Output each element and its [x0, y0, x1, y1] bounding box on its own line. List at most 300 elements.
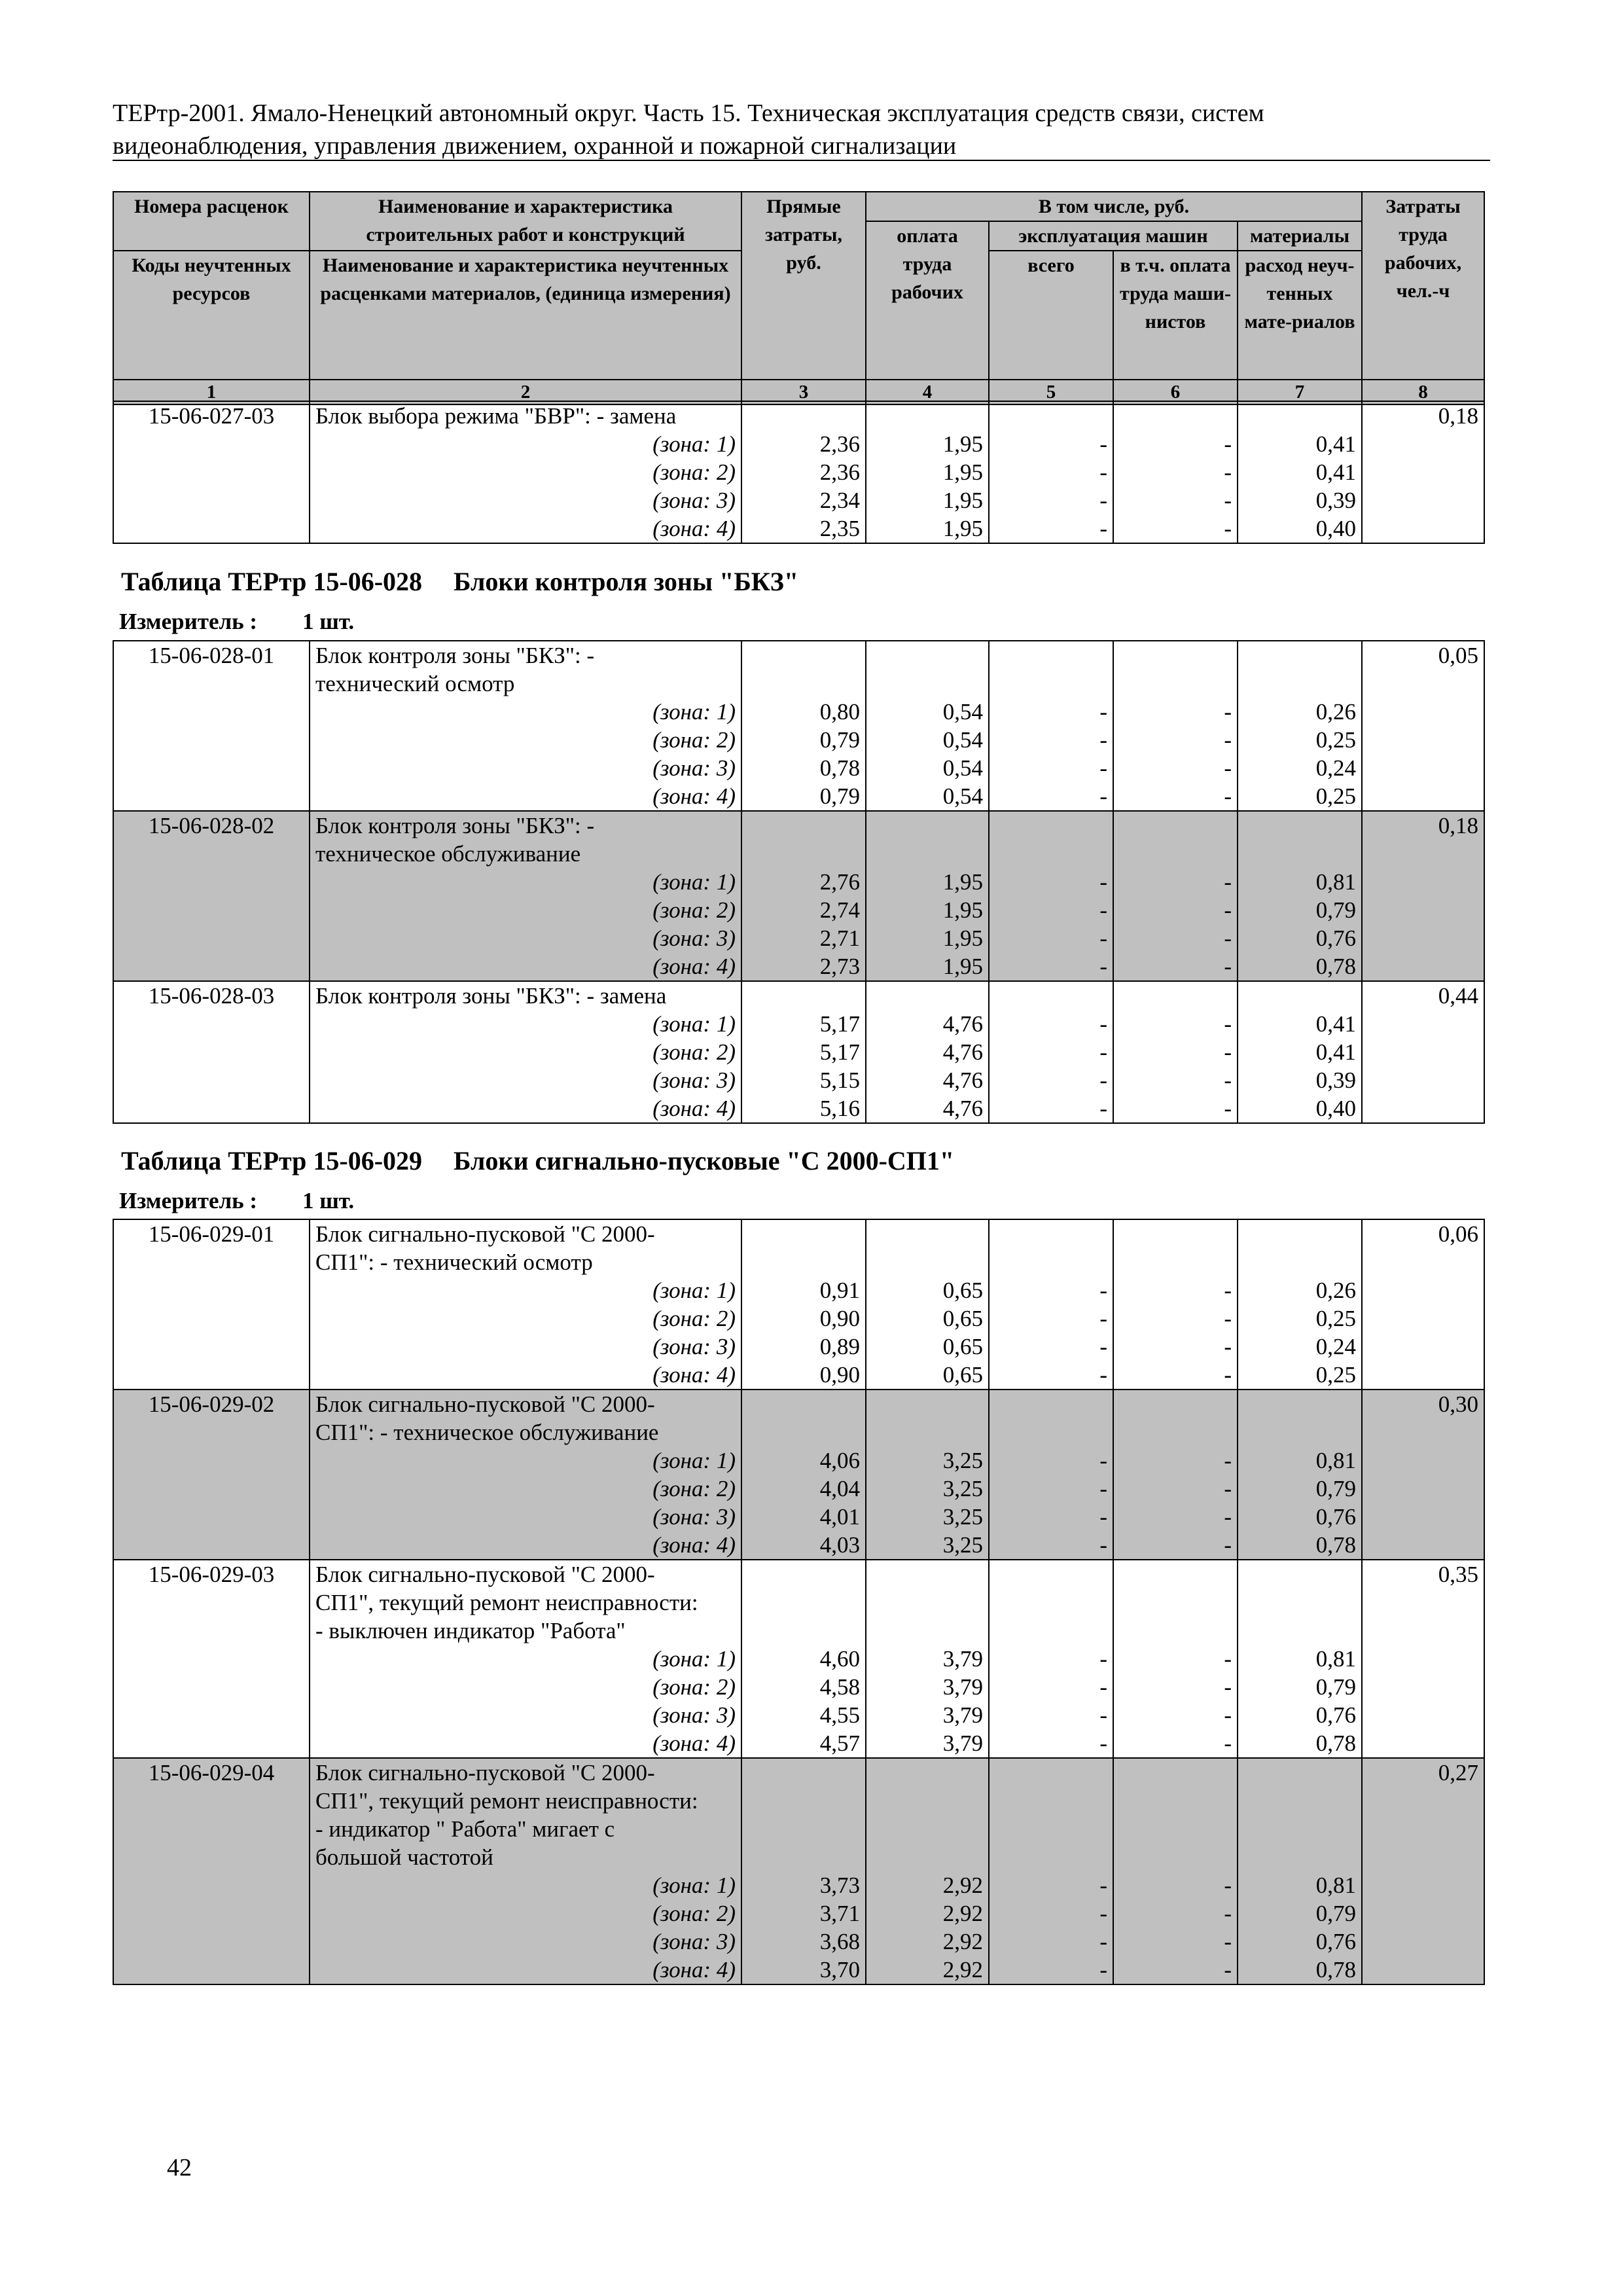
table-row	[113, 641, 1484, 670]
zone-label: (зона: 1)	[310, 1010, 741, 1038]
cell	[741, 981, 866, 1010]
cell	[113, 924, 310, 952]
cell	[113, 1928, 310, 1956]
machines-cost: -	[989, 1503, 1113, 1531]
cell	[989, 1248, 1113, 1276]
zone-label: (зона: 2)	[310, 896, 741, 924]
rate-code: 15-06-029-03	[113, 1560, 310, 1588]
cell	[1362, 1446, 1484, 1475]
machinist-wages: -	[1113, 1673, 1238, 1701]
cell	[1238, 981, 1362, 1010]
cell	[1113, 670, 1238, 698]
work-name: СП1", текущий ремонт неисправности:	[310, 1588, 741, 1617]
machines-cost: -	[989, 1729, 1113, 1758]
machines-cost: -	[989, 1928, 1113, 1956]
cell	[1362, 1956, 1484, 1984]
table-row	[113, 1843, 1484, 1871]
zone-label: (зона: 1)	[310, 1645, 741, 1673]
machines-cost: -	[989, 1446, 1113, 1475]
rate-code: 15-06-029-01	[113, 1219, 310, 1248]
materials-cost: 0,24	[1238, 754, 1362, 782]
zone-label: (зона: 4)	[310, 952, 741, 981]
work-name: Блок сигнально-пусковой "С 2000-	[310, 1560, 741, 1588]
column-number: 2	[310, 380, 741, 404]
table-row	[113, 840, 1484, 868]
cell	[1113, 641, 1238, 670]
page-number: 42	[167, 2154, 192, 2181]
direct-cost: 5,16	[741, 1094, 866, 1123]
cell	[1362, 1645, 1484, 1673]
table-row	[113, 1390, 1484, 1418]
machines-cost: -	[989, 896, 1113, 924]
section-title-029	[121, 1145, 954, 1176]
machinist-wages: -	[1113, 1066, 1238, 1094]
work-name: СП1": - техническое обслуживание	[310, 1418, 741, 1446]
materials-cost: 0,76	[1238, 924, 1362, 952]
zone-label: (зона: 2)	[310, 458, 741, 486]
wages-cost: 4,76	[866, 1010, 989, 1038]
col-header-direct-costs: Прямые затраты, руб.	[741, 192, 866, 380]
cell	[1362, 1871, 1484, 1899]
materials-cost: 0,81	[1238, 1446, 1362, 1475]
rate-code: 15-06-028-01	[113, 641, 310, 670]
machines-cost: -	[989, 952, 1113, 981]
table-title: Блоки сигнально-пусковые "С 2000-СП1"	[454, 1146, 955, 1175]
machinist-wages: -	[1113, 896, 1238, 924]
machinist-wages: -	[1113, 1531, 1238, 1560]
cell	[989, 1758, 1113, 1787]
work-name: большой частотой	[310, 1843, 741, 1871]
cell	[989, 1787, 1113, 1815]
wages-cost: 2,92	[866, 1871, 989, 1899]
column-number: 3	[741, 380, 866, 404]
machines-cost: -	[989, 1333, 1113, 1361]
cell	[1362, 1276, 1484, 1304]
labor-cost: 0,06	[1362, 1219, 1484, 1248]
header-line-1: ТЕРтр-2001. Ямало-Ненецкий автономный округ. Часть 15. Техническая эксплуатация средств связи, систем	[113, 99, 1264, 127]
wages-cost: 0,54	[866, 698, 989, 726]
direct-cost: 4,04	[741, 1475, 866, 1503]
materials-cost: 0,40	[1238, 1094, 1362, 1123]
zone-label: (зона: 1)	[310, 430, 741, 458]
cell	[1362, 1928, 1484, 1956]
labor-cost: 0,44	[1362, 981, 1484, 1010]
cell	[989, 840, 1113, 868]
cell	[1238, 641, 1362, 670]
cell	[741, 670, 866, 698]
table-row	[113, 1333, 1484, 1361]
table-code: Таблица ТЕРтр 15-06-029	[121, 1146, 423, 1175]
cell	[113, 1333, 310, 1361]
work-name: Блок контроля зоны "БКЗ": - замена	[310, 981, 741, 1010]
page-header	[113, 97, 1487, 162]
direct-cost: 0,79	[741, 782, 866, 811]
machines-cost: -	[989, 868, 1113, 896]
direct-cost: 4,58	[741, 1673, 866, 1701]
cell	[1362, 1503, 1484, 1531]
cell	[113, 1276, 310, 1304]
wages-cost: 1,95	[866, 486, 989, 514]
table-row	[113, 1560, 1484, 1588]
cell	[1113, 1390, 1238, 1418]
table-row	[113, 1531, 1484, 1560]
machines-cost: -	[989, 754, 1113, 782]
direct-cost: 4,60	[741, 1645, 866, 1673]
direct-cost: 4,57	[741, 1729, 866, 1758]
cell	[1362, 782, 1484, 811]
wages-cost: 1,95	[866, 868, 989, 896]
table-row	[113, 1617, 1484, 1645]
table-row	[113, 1446, 1484, 1475]
cell	[989, 1815, 1113, 1843]
cell	[866, 670, 989, 698]
col-header-material-name: Наименование и характеристика неучтенных расценками материалов, (единица измерения)	[310, 251, 741, 380]
cell	[866, 840, 989, 868]
wages-cost: 3,25	[866, 1503, 989, 1531]
cell	[989, 1418, 1113, 1446]
cell	[1362, 924, 1484, 952]
wages-cost: 2,92	[866, 1899, 989, 1928]
machines-cost: -	[989, 924, 1113, 952]
table-row	[113, 1928, 1484, 1956]
wages-cost: 1,95	[866, 924, 989, 952]
cell	[989, 1219, 1113, 1248]
cell	[741, 1815, 866, 1843]
table-row	[113, 1361, 1484, 1390]
cell	[866, 1418, 989, 1446]
cell	[1362, 1010, 1484, 1038]
cell	[1113, 1219, 1238, 1248]
materials-cost: 0,39	[1238, 1066, 1362, 1094]
table-row	[113, 981, 1484, 1010]
table-title: Блоки контроля зоны "БКЗ"	[454, 567, 799, 596]
cell	[1362, 896, 1484, 924]
rate-code: 15-06-027-03	[113, 401, 310, 430]
table-row	[113, 1701, 1484, 1729]
header-rule	[113, 160, 1490, 161]
machinist-wages: -	[1113, 458, 1238, 486]
table-row	[113, 754, 1484, 782]
cell	[866, 401, 989, 430]
zone-label: (зона: 3)	[310, 1928, 741, 1956]
table-row	[113, 1815, 1484, 1843]
zone-label: (зона: 4)	[310, 782, 741, 811]
wages-cost: 3,79	[866, 1729, 989, 1758]
cell	[1362, 670, 1484, 698]
rates-table-header	[113, 191, 1485, 405]
table-row	[113, 1871, 1484, 1899]
measure-label: Измеритель :	[119, 609, 258, 634]
cell	[1113, 401, 1238, 430]
cell	[113, 1531, 310, 1560]
materials-cost: 0,25	[1238, 726, 1362, 754]
cell	[989, 670, 1113, 698]
work-name: СП1": - технический осмотр	[310, 1248, 741, 1276]
cell	[741, 1758, 866, 1787]
cell	[113, 868, 310, 896]
col-header-machines: эксплуатация машин	[989, 221, 1238, 251]
cell	[1362, 1787, 1484, 1815]
cell	[113, 430, 310, 458]
cell	[113, 726, 310, 754]
machines-cost: -	[989, 1066, 1113, 1094]
cell	[1362, 1066, 1484, 1094]
zone-label: (зона: 1)	[310, 1446, 741, 1475]
cell	[1362, 1361, 1484, 1390]
cell	[113, 1729, 310, 1758]
materials-cost: 0,79	[1238, 1673, 1362, 1701]
cell	[1362, 1531, 1484, 1560]
cell	[741, 401, 866, 430]
direct-cost: 5,15	[741, 1066, 866, 1094]
table-row	[113, 458, 1484, 486]
machines-cost: -	[989, 1038, 1113, 1066]
machinist-wages: -	[1113, 1956, 1238, 1984]
direct-cost: 4,55	[741, 1701, 866, 1729]
column-number: 8	[1362, 380, 1484, 404]
table-row	[113, 782, 1484, 811]
table-row	[113, 1645, 1484, 1673]
zone-label: (зона: 1)	[310, 1871, 741, 1899]
direct-cost: 0,89	[741, 1333, 866, 1361]
table-row	[113, 1475, 1484, 1503]
cell	[741, 1219, 866, 1248]
cell	[1238, 670, 1362, 698]
table-row	[113, 1418, 1484, 1446]
wages-cost: 2,92	[866, 1928, 989, 1956]
cell	[1238, 1843, 1362, 1871]
direct-cost: 3,68	[741, 1928, 866, 1956]
wages-cost: 1,95	[866, 430, 989, 458]
table-row	[113, 514, 1484, 543]
cell	[989, 1560, 1113, 1588]
zone-label: (зона: 2)	[310, 1673, 741, 1701]
direct-cost: 2,76	[741, 868, 866, 896]
cell	[741, 1843, 866, 1871]
cell	[113, 1645, 310, 1673]
machines-cost: -	[989, 458, 1113, 486]
column-number: 5	[989, 380, 1113, 404]
cell	[1238, 1787, 1362, 1815]
table-row	[113, 1010, 1484, 1038]
cell	[866, 1758, 989, 1787]
cell	[113, 840, 310, 868]
cell	[113, 486, 310, 514]
wages-cost: 4,76	[866, 1094, 989, 1123]
machinist-wages: -	[1113, 952, 1238, 981]
cell	[113, 952, 310, 981]
col-header-unaccounted-materials: расход неуч-тенных мате-риалов	[1238, 251, 1362, 380]
table-row	[113, 1758, 1484, 1787]
materials-cost: 0,79	[1238, 1475, 1362, 1503]
cell	[113, 1010, 310, 1038]
col-header-machinist-wages: в т.ч. оплата труда маши-нистов	[1113, 251, 1238, 380]
machines-cost: -	[989, 726, 1113, 754]
rates-table-028	[113, 640, 1485, 1124]
cell	[113, 698, 310, 726]
direct-cost: 0,78	[741, 754, 866, 782]
cell	[113, 514, 310, 543]
machines-cost: -	[989, 1645, 1113, 1673]
materials-cost: 0,25	[1238, 1361, 1362, 1390]
cell	[1238, 1390, 1362, 1418]
cell	[1362, 1038, 1484, 1066]
machinist-wages: -	[1113, 1094, 1238, 1123]
direct-cost: 2,36	[741, 430, 866, 458]
cell	[1362, 1475, 1484, 1503]
column-number: 7	[1238, 380, 1362, 404]
cell	[741, 1248, 866, 1276]
cell	[741, 1390, 866, 1418]
machines-cost: -	[989, 1010, 1113, 1038]
cell	[989, 811, 1113, 840]
direct-cost: 0,91	[741, 1276, 866, 1304]
cell	[113, 1248, 310, 1276]
cell	[1362, 840, 1484, 868]
zone-label: (зона: 2)	[310, 1475, 741, 1503]
table-row	[113, 726, 1484, 754]
col-header-rate-numbers: Номера расценок	[113, 192, 310, 251]
wages-cost: 3,79	[866, 1645, 989, 1673]
machinist-wages: -	[1113, 924, 1238, 952]
materials-cost: 0,78	[1238, 1531, 1362, 1560]
col-header-wages: оплата труда рабочих	[866, 221, 989, 380]
cell	[1113, 981, 1238, 1010]
cell	[1362, 952, 1484, 981]
cell	[866, 1588, 989, 1617]
direct-cost: 2,35	[741, 514, 866, 543]
materials-cost: 0,78	[1238, 1729, 1362, 1758]
cell	[741, 641, 866, 670]
cell	[113, 1787, 310, 1815]
cell	[1238, 840, 1362, 868]
wages-cost: 0,65	[866, 1276, 989, 1304]
cell	[113, 1899, 310, 1928]
cell	[113, 1843, 310, 1871]
measure-unit: 1 шт.	[302, 609, 355, 634]
cell	[1362, 514, 1484, 543]
work-name: Блок сигнально-пусковой "С 2000-	[310, 1219, 741, 1248]
rate-code: 15-06-029-04	[113, 1758, 310, 1787]
table-row	[113, 1899, 1484, 1928]
machines-cost: -	[989, 514, 1113, 543]
machinist-wages: -	[1113, 1899, 1238, 1928]
col-header-labor: Затраты труда рабочих, чел.-ч	[1362, 192, 1484, 380]
zone-label: (зона: 2)	[310, 726, 741, 754]
measure-label: Измеритель :	[119, 1188, 258, 1213]
direct-cost: 2,71	[741, 924, 866, 952]
machines-cost: -	[989, 1701, 1113, 1729]
cell	[866, 1843, 989, 1871]
cell	[1238, 811, 1362, 840]
zone-label: (зона: 4)	[310, 514, 741, 543]
table-row	[113, 1729, 1484, 1758]
materials-cost: 0,78	[1238, 952, 1362, 981]
machinist-wages: -	[1113, 1276, 1238, 1304]
zone-label: (зона: 3)	[310, 1701, 741, 1729]
machinist-wages: -	[1113, 782, 1238, 811]
cell	[113, 1956, 310, 1984]
labor-cost: 0,30	[1362, 1390, 1484, 1418]
machinist-wages: -	[1113, 1038, 1238, 1066]
zone-label: (зона: 3)	[310, 1066, 741, 1094]
direct-cost: 5,17	[741, 1038, 866, 1066]
cell	[1362, 1617, 1484, 1645]
direct-cost: 2,74	[741, 896, 866, 924]
machines-cost: -	[989, 782, 1113, 811]
machinist-wages: -	[1113, 1701, 1238, 1729]
cell	[1362, 486, 1484, 514]
machinist-wages: -	[1113, 754, 1238, 782]
cell	[1238, 1248, 1362, 1276]
cell	[989, 981, 1113, 1010]
machines-cost: -	[989, 1276, 1113, 1304]
materials-cost: 0,81	[1238, 1871, 1362, 1899]
direct-cost: 2,73	[741, 952, 866, 981]
table-row	[113, 698, 1484, 726]
table-row	[113, 1956, 1484, 1984]
cell	[113, 1418, 310, 1446]
wages-cost: 3,79	[866, 1673, 989, 1701]
table-row	[113, 401, 1484, 430]
cell	[741, 1617, 866, 1645]
machines-cost: -	[989, 1871, 1113, 1899]
machines-cost: -	[989, 1361, 1113, 1390]
table-row	[113, 1038, 1484, 1066]
direct-cost: 2,36	[741, 458, 866, 486]
cell	[1238, 1418, 1362, 1446]
cell	[113, 458, 310, 486]
table-row	[113, 1588, 1484, 1617]
rate-code: 15-06-028-02	[113, 811, 310, 840]
work-name: техническое обслуживание	[310, 840, 741, 868]
materials-cost: 0,76	[1238, 1503, 1362, 1531]
materials-cost: 0,41	[1238, 458, 1362, 486]
work-name: Блок сигнально-пусковой "С 2000-	[310, 1390, 741, 1418]
rate-code: 15-06-028-03	[113, 981, 310, 1010]
cell	[1238, 401, 1362, 430]
wages-cost: 0,54	[866, 782, 989, 811]
machinist-wages: -	[1113, 1729, 1238, 1758]
table-row	[113, 1094, 1484, 1123]
cell	[1113, 1787, 1238, 1815]
cell	[866, 1815, 989, 1843]
table-row	[113, 670, 1484, 698]
machinist-wages: -	[1113, 1871, 1238, 1899]
materials-cost: 0,26	[1238, 1276, 1362, 1304]
cell	[1238, 1758, 1362, 1787]
direct-cost: 3,71	[741, 1899, 866, 1928]
zone-label: (зона: 3)	[310, 486, 741, 514]
wages-cost: 1,95	[866, 896, 989, 924]
cell	[1362, 754, 1484, 782]
work-name: технический осмотр	[310, 670, 741, 698]
wages-cost: 3,25	[866, 1531, 989, 1560]
direct-cost: 0,90	[741, 1304, 866, 1333]
cell	[1362, 1304, 1484, 1333]
materials-cost: 0,78	[1238, 1956, 1362, 1984]
materials-cost: 0,24	[1238, 1333, 1362, 1361]
cell	[1362, 1588, 1484, 1617]
work-name: - выключен индикатор "Работа"	[310, 1617, 741, 1645]
machinist-wages: -	[1113, 1503, 1238, 1531]
zone-label: (зона: 1)	[310, 868, 741, 896]
wages-cost: 0,65	[866, 1304, 989, 1333]
wages-cost: 1,95	[866, 514, 989, 543]
cell	[1362, 458, 1484, 486]
cell	[866, 1248, 989, 1276]
cell	[866, 1617, 989, 1645]
